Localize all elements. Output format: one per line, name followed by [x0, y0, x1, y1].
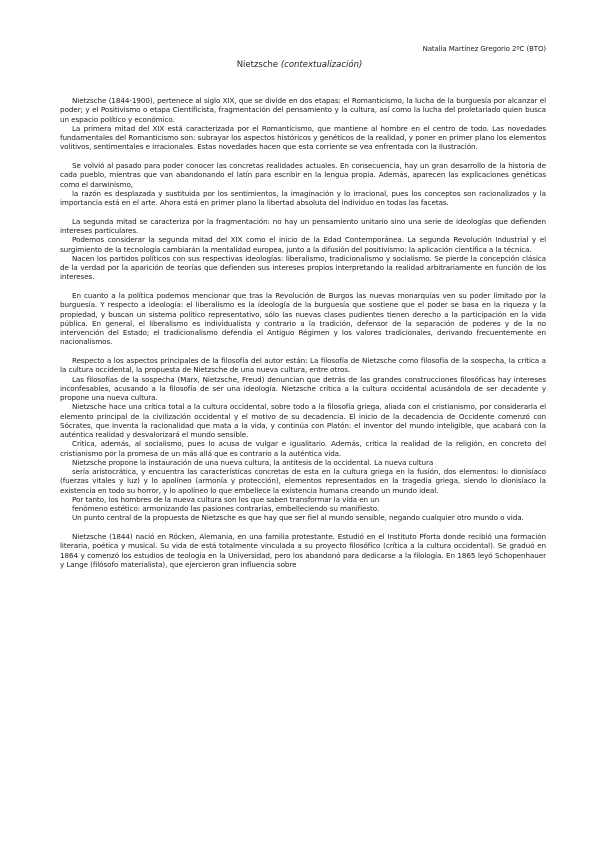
author-line: Natalia Martínez Gregorio 2ºC (BTO)	[422, 45, 546, 53]
paragraph: Nietzsche (1844) nació en Röcken, Alemania, en una familia protestante. Estudió en el Instituto Pforta donde recibió una formación literaria, poética y musical. Su vida de está totalmente vinculada a su proyecto filosófico (crítica a la cultura occidental). Se graduó en 1864 y comenzó los estudios de teología en la Universidad, pero los abandonó para dedicarse a la filología. En 1865 leyó Schopenhauer y Lange (filósofo materialista), que ejercieron gran influencia sobre	[60, 532, 546, 569]
paragraph: Las filosofías de la sospecha (Marx, Nietzsche, Freud) denuncian que detrás de las grandes construcciones filosóficas hay intereses inconfesables, acusando a la filosofía de ser una ideología. Nietzsche critica a la cultura occidental acusándola de ser decadente y propone una nueva cultura.	[60, 374, 546, 402]
paragraph: Podemos considerar la segunda mitad del XIX como el inicio de la Edad Contemporánea. La segunda Revolución Industrial y el surgimiento de la tecnología cambiarán la mentalidad europea, junto a la difusión del positivismo: la aplicación científica a la técnica.	[60, 235, 546, 254]
title-subtitle: (contextualización)	[280, 60, 363, 70]
title-main: Nietzsche	[236, 60, 279, 70]
paragraph: fenómeno estético: armonizando las pasiones contrarias, embelleciendo su manifiesto.	[72, 504, 380, 513]
paragraph: Se volvió al pasado para poder conocer las concretas realidades actuales. En consecuencia, hay un gran desarrollo de la historia de cada pueblo, mientras que van abandonando el latín para escribir en la lengua propia. Además, aparecen las explicaciones genéticas como el darwinismo,	[60, 161, 546, 189]
paragraph: Nietzsche propone la instauración de una nueva cultura, la antítesis de la occidental. La nueva cultura	[72, 457, 434, 467]
paragraph: Critica, además, al socialismo, pues lo acusa de vulgar e igualitario. Además, critica la realidad de la religión, en concreto del cristianismo por la promesa de un más allá que es contrario a la auténtica vida.	[60, 439, 546, 458]
paragraph: La primera mitad del XIX está caracterizada por el Romanticismo, que mantiene al hombre en el centro de todo. Las novedades fundamentales del Romanticismo son: subrayar los aspectos históricos y genéticos de la realidad, y poner en primer plano los elementos volitivos, sentimentales e irracionales. Estas novedades hacen que esta corriente se vea enfrentada con la Ilustración.	[60, 123, 546, 152]
document-title	[0, 60, 599, 70]
document-body	[60, 96, 546, 569]
paragraph: En cuanto a la política podemos mencionar que tras la Revolución de Burgos las nuevas monarquías ven su poder limitado por la burguesía. Y respecto a ideología: el liberalismo es la ideología de la burguesía que sostiene que el poder se basa en la riqueza y la propiedad, y buscan un sistema político representativo, sólo las nuevas clases pudientes tienen derecho a la participación en la vida pública. En general, el liberalismo es individualista y contrario a la tradición, defensor de la separación de poderes y de la no intervención del Estado; el tradicionalismo defendía el Antiguo Régimen y los valores tradicionales, derivando frecuentemente en nacionalismos.	[60, 291, 546, 347]
paragraph: Por tanto, los hombres de la nueva cultura son los que saben transformar la vida en un	[72, 494, 380, 504]
paragraph: la razón es desplazada y sustituida por los sentimientos, la imaginación y lo irracional, pues los conceptos son racionalizados y la importancia está en el arte. Ahora está en primer plano la libertad absoluta del individuo en todas las facetas.	[60, 188, 546, 207]
paragraph: Nietzsche hace una crítica total a la cultura occidental, sobre todo a la filosofía griega, aliada con el cristianismo, por considerarla el elemento principal de la civilización occidental y el motivo de su decadencia. El inicio de la decadencia de Occidente comenzó con Sócrates, que inventa la racionalidad que mata a la vida, y continúa con Platón: el inventor del mundo inteligible, que acabará con la auténtica realidad y desvalorizará el mundo sensible.	[60, 402, 546, 439]
paragraph: Un punto central de la propuesta de Nietzsche es que hay que ser fiel al mundo sensible, negando cualquier otro mundo o vida.	[72, 513, 524, 523]
paragraph: Nietzsche (1844-1900), pertenece al siglo XIX, que se divide en dos etapas: el Romanticismo, la lucha de la burguesía por alcanzar el poder; y el Positivismo o etapa Científicista, fragmentación del pensamiento y la cultura, así como la lucha del proletariado quien busca un espacio político y económico.	[60, 96, 546, 124]
paragraph: Nacen los partidos políticos con sus respectivas ideologías: liberalismo, tradicionalismo y socialismo. Se pierde la concepción clásica de la verdad por la aparición de teorías que defienden sus intereses propios interpretando la realidad arbitrariamente en función de los intereses.	[60, 253, 546, 282]
paragraph: Respecto a los aspectos principales de la filosofía del autor están: La filosofía de Nietzsche como filosofía de la sospecha, la crítica a la cultura occidental, la propuesta de Nietzsche de una nueva cultura, entre otros.	[60, 356, 546, 375]
paragraph: sería aristocrática, y encuentra las características concretas de esta en la cultura griega en la fusión, dos elementos: lo dionisíaco (fuerzas vitales y luz) y lo apolíneo (armonía y protección), elementos representados en la tragedia griega, siendo lo dionisíaco la existencia en todo su horror, y lo apolíneo lo que embellece la existencia humana creando un mundo ideal.	[60, 467, 546, 495]
paragraph: La segunda mitad se caracteriza por la fragmentación: no hay un pensamiento unitario sino una serie de ideologías que defienden intereses particulares.	[60, 216, 546, 235]
